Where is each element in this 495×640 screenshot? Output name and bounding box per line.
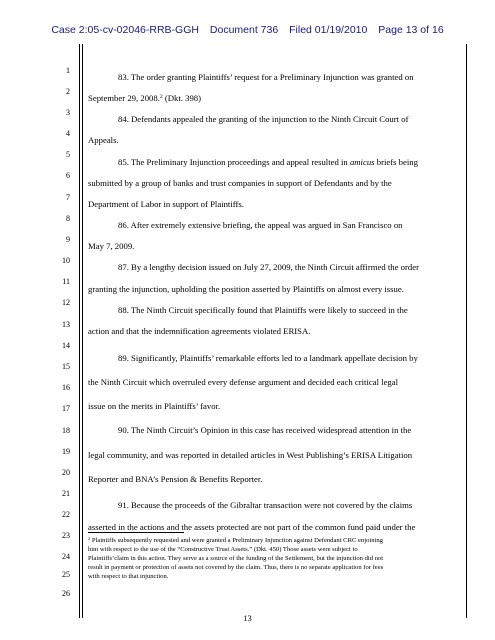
footnote-line (88, 537, 460, 545)
line-number: 12 (62, 298, 70, 307)
paragraph-86-line: May 7, 2009. (88, 241, 135, 251)
line-number: 17 (62, 404, 70, 413)
footnote-line: result in payment or protection of assets not covered by the claim. Thus, there is no separate application for fees (88, 564, 384, 571)
line-number: 24 (62, 552, 70, 561)
paragraph-83-text: September 29, 2008. (88, 93, 160, 103)
paragraph-91-line: 91. Because the proceeds of the Gibraltar transaction were not covered by the claims (118, 500, 413, 510)
paragraph-88-line: 88. The Ninth Circuit specifically found that Plaintiffs were likely to succeed in the (118, 305, 408, 315)
paragraph-83-line: 83. The order granting Plaintiffs’ request for a Preliminary Injunction was granted on (118, 72, 414, 82)
line-number: 9 (66, 235, 70, 244)
line-number: 11 (62, 277, 70, 286)
footnote-marker: 2 (88, 536, 91, 541)
paragraph-90-line: Reporter and BNA’s Pension & Benefits Reporter. (88, 474, 263, 484)
paragraph-91-line: asserted in the actions and the assets protected are not part of the common fund paid under the (88, 522, 416, 532)
footnote-line: him with respect to the use of the “Constructive Trust Assets.” (Dkt. 450) Those assets were subject to (88, 546, 358, 553)
line-number: 8 (66, 214, 70, 223)
line-number: 6 (66, 171, 70, 180)
paragraph-90-line: 90. The Ninth Circuit’s Opinion in this case has received widespread attention in the (118, 425, 412, 435)
paragraph-89-line: 89. Significantly, Plaintiffs’ remarkable efforts led to a landmark appellate decision by (118, 353, 418, 363)
paragraph-86-line: 86. After extremely extensive briefing, the appeal was argued in San Francisco on (118, 220, 403, 230)
page-number: 13 (243, 613, 252, 623)
footnote-reference: 2 (159, 94, 163, 100)
line-number: 22 (62, 510, 70, 519)
paragraph-85-line (88, 157, 490, 168)
line-number: 13 (62, 320, 70, 329)
line-number: 26 (62, 589, 70, 598)
line-number: 7 (66, 193, 70, 202)
line-number: 15 (62, 362, 70, 371)
left-margin-rule-inner (82, 44, 83, 618)
footnote-separator (88, 532, 184, 533)
line-number: 16 (62, 383, 70, 392)
page-of: Page 13 of 16 (378, 24, 444, 36)
filed-date: Filed 01/19/2010 (289, 24, 368, 36)
footnote-line: with respect to that injunction. (88, 573, 169, 580)
paragraph-85-text: briefs being (374, 157, 418, 167)
line-number: 5 (66, 150, 70, 159)
paragraph-89-line: issue on the merits in Plaintiffs’ favor. (88, 401, 221, 411)
line-number: 19 (62, 447, 70, 456)
paragraph-83-line (88, 93, 460, 104)
footnote-line: Plaintiffs’claim in this action. They serve as a source of the funding of the Settlement, but the injunction did not (88, 555, 384, 562)
line-number: 18 (62, 426, 70, 435)
line-number: 14 (62, 341, 70, 350)
document-number: Document 736 (209, 24, 279, 36)
line-number: 25 (62, 570, 70, 579)
paragraph-89-line: the Ninth Circuit which overruled every defense argument and decided each critical legal (88, 377, 399, 387)
paragraph-85-line: submitted by a group of banks and trust companies in support of Defendants and by the (88, 178, 392, 188)
left-margin-rule (79, 44, 80, 618)
paragraph-85-line: Department of Labor in support of Plaintiffs. (88, 199, 244, 209)
line-number: 1 (66, 66, 70, 75)
right-margin-rule (466, 44, 467, 618)
line-number: 20 (62, 468, 70, 477)
paragraph-90-line: legal community, and was reported in detailed articles in West Publishing’s ERISA Litigation (88, 450, 413, 460)
line-number: 3 (66, 108, 70, 117)
paragraph-84-line: 84. Defendants appealed the granting of the injunction to the Ninth Circuit Court of (118, 114, 409, 124)
document-header (0, 24, 495, 36)
line-number: 2 (66, 87, 70, 96)
footnote-text: Plaintiffs subsequently requested and were granted a Preliminary Injunction against Defendant CRC enjoining (90, 537, 383, 544)
line-number: 23 (62, 531, 70, 540)
line-number: 4 (66, 129, 70, 138)
paragraph-87-line: 87. By a lengthy decision issued on July 27, 2009, the Ninth Circuit affirmed the order (118, 262, 419, 272)
case-number: Case 2:05-cv-02046-RRB-GGH (51, 24, 199, 36)
paragraph-85-text: 85. The Preliminary Injunction proceedings and appeal resulted in (118, 157, 350, 167)
paragraph-88-line: action and that the indemnification agreements violated ERISA. (88, 326, 311, 336)
amicus-italic: amicus (349, 157, 375, 167)
paragraph-87-line: granting the injunction, upholding the position asserted by Plaintiffs on almost every issue. (88, 284, 404, 294)
line-number: 21 (62, 489, 70, 498)
paragraph-84-line: Appeals. (88, 135, 119, 145)
docket-reference: (Dkt. 398) (162, 93, 202, 103)
line-number: 10 (62, 256, 70, 265)
